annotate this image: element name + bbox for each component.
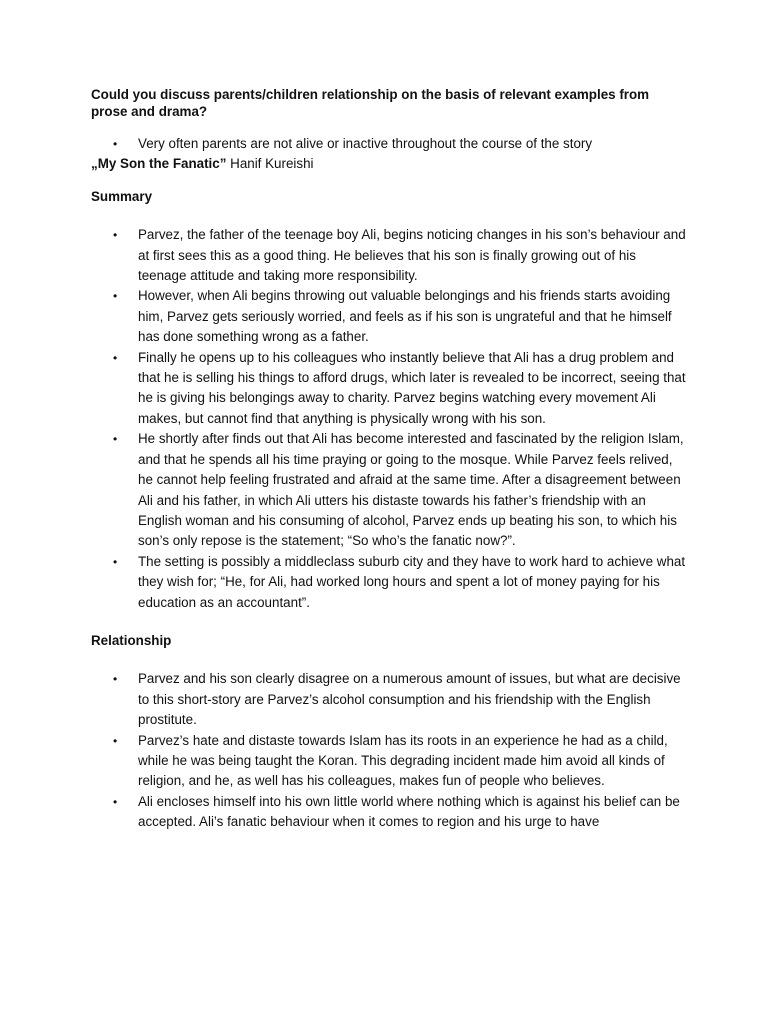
list-item-text: Very often parents are not alive or inactive throughout the course of the story: [138, 136, 593, 151]
list-item: [91, 429, 686, 551]
list-item-text: The setting is possibly a middleclass suburb city and they have to work hard to achieve what they wish for; “He, for Ali, had worked long hours and spent a lot of money paying for his education as an accountant”.: [138, 553, 686, 610]
bullet-icon: •: [113, 137, 118, 151]
bullet-icon: •: [113, 432, 118, 447]
question-heading: Could you discuss parents/children relationship on the basis of relevant examples from prose and drama?: [91, 87, 650, 119]
list-item: [91, 731, 686, 792]
list-item-text: However, when Ali begins throwing out valuable belongings and his friends starts avoiding him, Parvez gets seriously worried, and feels as if his son is ungrateful and that he himself has done something wrong as a father.: [138, 288, 672, 345]
bullet-icon: •: [113, 672, 118, 687]
list-item-text: Ali encloses himself into his own little world where nothing which is against his belief can be accepted. Ali’s fanatic behaviour when it comes to region and his urge to have: [138, 793, 680, 830]
story-author: Hanif Kureishi: [226, 156, 314, 172]
list-item-text: Finally he opens up to his colleagues who instantly believe that Ali has a drug problem and that he is selling his things to afford drugs, which later is revealed to be incorrect, seeing that he is giving his belongings away to charity. Parvez begins watching every movement Ali makes, but cannot find that anything is physically wrong with his son.: [138, 349, 686, 426]
list-item: [91, 225, 686, 286]
list-item: [91, 134, 686, 154]
document-body: [91, 86, 686, 833]
list-item: [91, 552, 686, 613]
list-item: [91, 348, 686, 430]
summary-list: [91, 225, 686, 613]
bullet-icon: •: [113, 350, 118, 365]
story-title-line: [91, 154, 686, 174]
relationship-heading: Relationship: [91, 632, 172, 648]
list-item-text: Parvez, the father of the teenage boy Ali, begins noticing changes in his son’s behaviour and at first sees this as a good thing. He believes that his son is finally growing out of his teenage attitude and taking more responsibility.: [138, 227, 686, 284]
summary-heading: Summary: [91, 188, 153, 204]
bullet-icon: •: [113, 554, 118, 569]
list-item-text: Parvez and his son clearly disagree on a numerous amount of issues, but what are decisive to this short-story are Parvez’s alcohol consumption and his friendship with the English prostitute.: [138, 671, 681, 728]
story-title: „My Son the Fanatic”: [91, 156, 227, 172]
bullet-icon: •: [113, 228, 118, 243]
bullet-icon: •: [113, 289, 118, 304]
intro-list: [91, 134, 686, 154]
bullet-icon: •: [113, 733, 118, 748]
list-item: [91, 286, 686, 347]
bullet-icon: •: [113, 794, 118, 809]
list-item-text: He shortly after finds out that Ali has become interested and fascinated by the religion Islam, and that he spends all his time praying or going to the mosque. While Parvez feels relived, he cannot help feeling frustrated and afraid at the same time. After a disagreement between Ali and his father, in which Ali utters his distaste towards his father’s friendship with an English woman and his consuming of alcohol, Parvez ends up beating his son, to which his son’s only repose is the statement; “So who’s the fanatic now?”.: [138, 431, 684, 549]
list-item: [91, 669, 686, 730]
list-item-text: Parvez’s hate and distaste towards Islam has its roots in an experience he had as a child, while he was being taught the Koran. This degrading incident made him avoid all kinds of religion, and he, as well has his colleagues, makes fun of people who believes.: [138, 732, 668, 789]
list-item: [91, 792, 686, 833]
relationship-list: [91, 669, 686, 832]
